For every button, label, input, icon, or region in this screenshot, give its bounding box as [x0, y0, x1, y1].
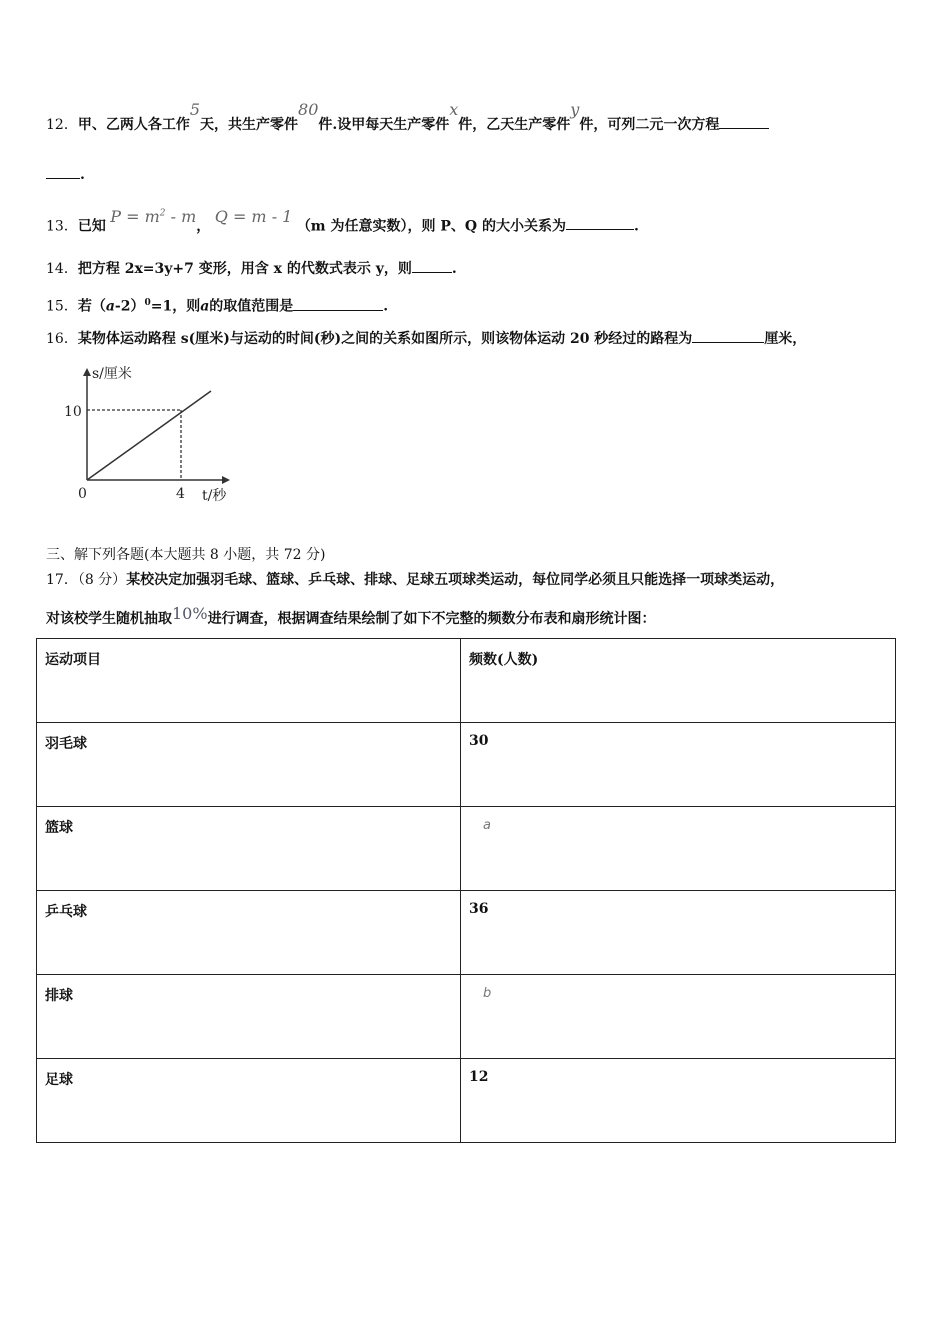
variable-a: a — [200, 298, 210, 315]
answer-blank[interactable] — [692, 328, 764, 343]
table-header-row — [37, 639, 896, 723]
question-text: 件.设甲每天生产零件 — [318, 117, 450, 133]
answer-blank[interactable] — [566, 215, 634, 230]
table-cell-count: 30 — [461, 723, 896, 807]
variable-a: a — [483, 818, 491, 833]
question-number: 13． — [46, 218, 78, 235]
question-14 — [46, 258, 457, 279]
exponent: 0 — [144, 298, 151, 308]
section-title: 三、解下列各题(本大题共 8 小题，共 72 分) — [46, 547, 326, 563]
question-text: 厘米， — [764, 331, 807, 347]
answer-blank[interactable] — [412, 258, 452, 273]
question-text: ， — [196, 218, 211, 235]
question-number: 12． — [46, 117, 78, 133]
question-15 — [46, 293, 388, 317]
answer-blank[interactable] — [719, 114, 769, 129]
distance-time-graph — [56, 362, 256, 512]
question-13 — [46, 207, 639, 236]
question-text: 件，可列二元一次方程 — [579, 117, 720, 133]
question-text: 若（ — [77, 298, 106, 315]
table-cell-count — [461, 975, 896, 1059]
table-row — [37, 1059, 896, 1143]
question-text: （m 为任意实数），则 P、Q 的大小关系为 — [296, 218, 566, 235]
question-text: 某物体运动路程 s(厘米)与运动的时间(秒)之间的关系如图所示，则该物体运动 20 秒经过的路程为 — [77, 331, 693, 347]
table-row — [37, 975, 896, 1059]
table-cell-item: 足球 — [37, 1059, 461, 1143]
question-17 — [46, 570, 784, 590]
table-cell-count: 12 — [461, 1059, 896, 1143]
question-number: 14． — [46, 261, 78, 277]
question-text: 件，乙天生产零件 — [458, 117, 571, 133]
math-expr: y — [570, 100, 580, 119]
question-16 — [46, 328, 806, 349]
y-axis-label: s/厘米 — [92, 366, 132, 382]
question-end: . — [383, 298, 389, 315]
question-text: 已知 — [77, 218, 106, 235]
answer-blank[interactable] — [46, 164, 80, 179]
question-text: 某校决定加强羽毛球、篮球、乒乓球、排球、足球五项球类运动，每位同学必须且只能选择一项球类运动， — [126, 572, 785, 588]
table-row — [37, 807, 896, 891]
math-p-expression: $P = m^2 - m$ — [110, 207, 197, 227]
question-number: 15． — [46, 298, 78, 315]
x-axis-arrow — [222, 476, 230, 484]
origin-label: 0 — [78, 486, 87, 502]
question-end: . — [451, 261, 457, 277]
table-header-cell: 频数(人数) — [461, 639, 896, 723]
question-score: （8 分） — [77, 572, 127, 588]
table-cell-item: 排球 — [37, 975, 461, 1059]
question-12-continued — [46, 164, 85, 185]
y-axis-arrow — [83, 368, 91, 376]
question-number: 17． — [46, 572, 78, 588]
y-tick-label: 10 — [64, 404, 82, 420]
question-end: . — [633, 218, 639, 235]
question-text: =1，则 — [150, 298, 201, 315]
answer-blank[interactable] — [293, 296, 383, 311]
question-end: . — [80, 167, 85, 183]
x-tick-label: 4 — [176, 486, 185, 502]
question-number: 16． — [46, 331, 78, 347]
math-expr: 80 — [298, 100, 319, 119]
question-text: 把方程 2x=3y+7 变形，用含 x 的代数式表示 y，则 — [77, 261, 412, 277]
table-header-cell: 运动项目 — [37, 639, 461, 723]
table-cell-item: 篮球 — [37, 807, 461, 891]
table-cell-item: 乒乓球 — [37, 891, 461, 975]
percent-value: 10% — [172, 604, 208, 623]
table-row — [37, 723, 896, 807]
variable-a: a — [105, 298, 115, 315]
question-text: 对该校学生随机抽取 — [46, 611, 172, 627]
question-text: 的取值范围是 — [209, 298, 294, 315]
question-17-line2 — [46, 604, 656, 629]
math-expr: x — [449, 100, 459, 119]
variable-b: b — [483, 986, 492, 1001]
x-axis-label: t/秒 — [202, 488, 227, 504]
math-expr: 5 — [189, 100, 201, 119]
table-cell-item: 羽毛球 — [37, 723, 461, 807]
question-text: 进行调查，根据调查结果绘制了如下不完整的频数分布表和扇形统计图： — [207, 611, 656, 627]
data-line — [87, 391, 211, 480]
question-text: 天，共生产零件 — [200, 117, 299, 133]
frequency-table — [36, 638, 896, 1143]
table-cell-count: 36 — [461, 891, 896, 975]
question-text: -2） — [114, 298, 145, 315]
question-12 — [46, 100, 769, 135]
math-q-expression: Q = m - 1 — [214, 207, 293, 227]
table-cell-count — [461, 807, 896, 891]
table-row — [37, 891, 896, 975]
question-text: 甲、乙两人各工作 — [77, 117, 190, 133]
